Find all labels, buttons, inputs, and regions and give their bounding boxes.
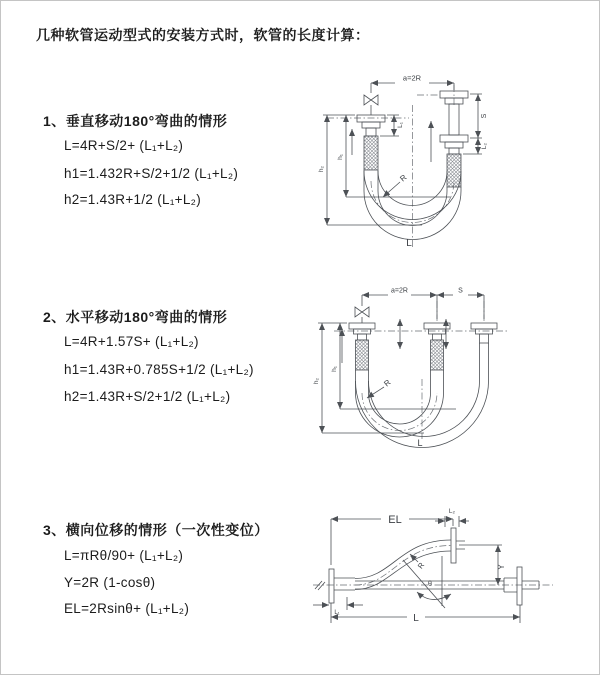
dim-label-l-total: L bbox=[413, 613, 419, 624]
section-1-heading: 1、垂直移动180°弯曲的情形 bbox=[43, 113, 228, 129]
dim-label-h1: h₁ bbox=[331, 366, 338, 372]
dim-label-r: R bbox=[415, 560, 427, 571]
dim-label-h1: h₁ bbox=[337, 154, 344, 160]
dim-label-theta: θ bbox=[428, 581, 432, 588]
dim-label-l2: L₂ bbox=[448, 508, 456, 515]
section-3-formula-y: Y=2R (1-cosθ) bbox=[64, 575, 156, 590]
dim-label-s: S bbox=[458, 287, 463, 295]
diagram-horizontal-180-bend bbox=[304, 281, 544, 461]
dim-label-l-total: L bbox=[417, 438, 423, 448]
drawing-lines bbox=[323, 83, 482, 240]
section-2-formula-h2: h2=1.43R+S/2+1/2 (L₁+L₂) bbox=[64, 389, 231, 404]
dim-label-l-total: L bbox=[406, 238, 412, 249]
diagram-2-svg bbox=[304, 281, 544, 456]
dim-label-l1: L₁ bbox=[334, 610, 340, 616]
dim-label-l1: L₁ bbox=[397, 122, 404, 128]
section-3-formula-l: L=πRθ/90+ (L₁+L₂) bbox=[64, 548, 184, 563]
section-1-formula-l: L=4R+S/2+ (L₁+L₂) bbox=[64, 138, 184, 153]
dim-label-h2: h₂ bbox=[318, 165, 325, 173]
dim-label-h2: h₂ bbox=[313, 377, 320, 385]
section-3-heading: 3、横向位移的情形（一次性变位） bbox=[43, 522, 269, 538]
section-2-formula-h1: h1=1.43R+0.785S+1/2 (L₁+L₂) bbox=[64, 362, 254, 377]
page-title: 几种软管运动型式的安装方式时，软管的长度计算： bbox=[36, 27, 370, 43]
dim-label-span: a=2R bbox=[402, 73, 422, 83]
dim-label-s: S bbox=[481, 113, 488, 119]
diagram-3-svg bbox=[299, 499, 564, 647]
diagram-lateral-displacement bbox=[299, 499, 564, 652]
dim-label-y: Y bbox=[497, 564, 506, 570]
diagram-1-svg bbox=[309, 67, 534, 259]
dim-label-span: a=2R bbox=[391, 287, 408, 295]
diagram-vertical-180-bend bbox=[309, 67, 534, 264]
dim-label-r: R bbox=[398, 172, 409, 184]
section-2-heading: 2、水平移动180°弯曲的情形 bbox=[43, 309, 228, 325]
section-2-formula-l: L=4R+1.57S+ (L₁+L₂) bbox=[64, 334, 199, 349]
drawing-lines bbox=[318, 295, 497, 448]
section-1-formula-h2: h2=1.43R+1/2 (L₁+L₂) bbox=[64, 192, 202, 207]
section-1-formula-h1: h1=1.432R+S/2+1/2 (L₁+L₂) bbox=[64, 166, 239, 181]
section-3-formula-el: EL=2Rsinθ+ (L₁+L₂) bbox=[64, 601, 190, 616]
dim-label-l2: L₂ bbox=[481, 142, 488, 150]
dim-label-el: EL bbox=[388, 514, 402, 526]
dim-label-r: R bbox=[382, 377, 393, 389]
